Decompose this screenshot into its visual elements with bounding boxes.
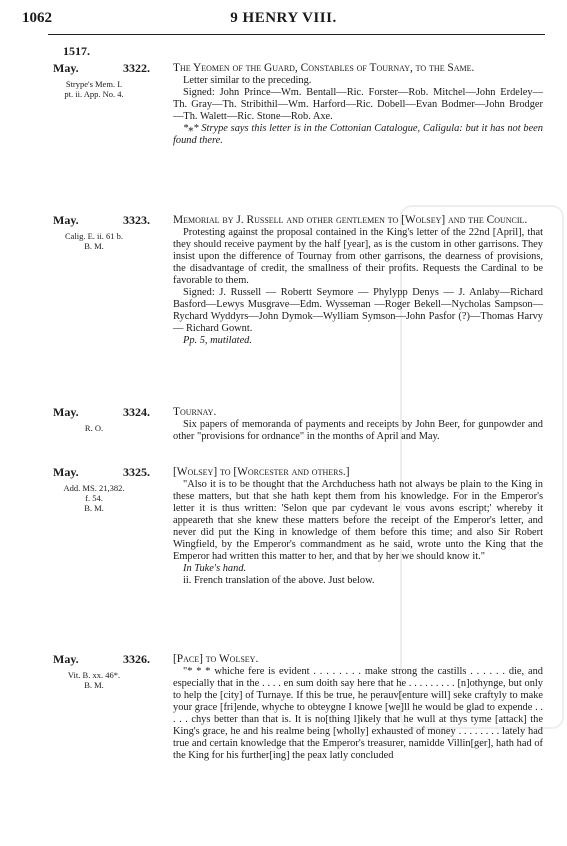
entry-month: May. [53,61,79,75]
entry-note: Pp. 5, mutilated. [183,335,252,346]
entry-number: 3323. [123,213,150,227]
header-rule [48,34,545,35]
entry-body [173,652,543,762]
entry-body [173,61,543,147]
entry-body [173,405,543,443]
entry-note: *⁎* Strype says this letter is in the Cottonian Catalogue, Caligula: but it has not been found there. [173,123,543,146]
page-number: 1062 [22,10,52,26]
entry-source: B. M. [84,680,104,690]
entry-number: 3325. [123,465,150,479]
entry-title: [Wolsey] to [Worcester and others.] [173,466,350,478]
page-header [22,10,545,32]
entry-signatures: Signed: J. Russell — Robertt Seymore — Phylypp Denys — J. Anlaby—Richard Basford—Lewys Musgrave—Edm. Wysseman —Roger Bekell—Nycholas Sampson—Rychard Wyddyrs—John Dymok—Wylliam Symson—John Pasfor (?)—Thomas Harvy— Richard Gownt. [173,287,543,334]
entry-source: B. M. [84,241,104,251]
entry-number: 3322. [123,61,150,75]
entry-source: R. O. [84,423,104,433]
entry-source: B. M. [84,503,104,513]
entry-title: Tournay. [173,406,217,418]
entry-source: f. 54. [85,493,103,503]
entry-source: Strype's Mem. I. [65,79,123,89]
entry-note: In Tuke's hand. [183,563,247,574]
entry-text: ii. French translation of the above. Just below. [183,575,375,586]
entry-month: May. [53,465,79,479]
entry-body [173,465,543,587]
running-title: 9 HENRY VIII. [230,10,337,26]
entry-text: Six papers of memoranda of payments and receipts by John Beer, for gunpowder and other "provisions for ordnance" in the months of April and May. [173,419,543,442]
entry-source: Add. MS. 21,382. [63,483,125,493]
entry-body [173,213,543,347]
entry-signatures: Signed: John Prince—Wm. Bentall—Ric. Forster—Rob. Mitchel—John Erdeley—Th. Gray—Th. Stribithil—Wm. Harford—Ric. Dobell—Evan Bodmer—John Brodger—Th. Walett—Ric. Stone—Rob. Axe. [173,87,543,122]
entry-text: "* * * whiche fere is evident . . . . . . . . make strong the castills . . . . . . die, and especially that in the . . . . en sum doith say here that he . . . . . . . . . [n]othynge, but only to help the [city] of Turnaye. If this be true, he perauv[enture will] seke craftyly to make your grace [fri]ende, whyche to obteygne I knowe [we]ll he would be glad to expende . . . . . chys better than that is. It is no[thing l]ikely that he wull at thys tyme [attack] the King's grace, he and his realme being [wholly] exhausted of money . . . . . . . . lately had true and certain knowledge that the Emperor's treasurer, namidde Villin[ger], hath had of the King for his further[ing] the peax latly concluded [173,666,543,761]
entry-month: May. [53,405,79,419]
entry-title: The Yeomen of the Guard, Constables of Tournay, to the Same. [173,62,475,74]
entry-title: [Pace] to Wolsey. [173,653,259,665]
entry-number: 3324. [123,405,150,419]
year-heading: 1517. [63,44,90,58]
entry-source: Calig. E. ii. 61 b. [64,231,124,241]
entry-number: 3326. [123,652,150,666]
entry-source: Vit. B. xx. 46*. [67,670,121,680]
entry-text: Protesting against the proposal contained in the King's letter of the 22nd [April], that they should receive payment by the half [year], as is the custom in other garrisons. They insist upon the difference of Tournay from other garrisons, the dearness of provisions, the disadvantage of credit, the smallness of their profits. Requests the Cardinal to be favorable to them. [173,227,543,286]
entry-month: May. [53,652,79,666]
entry-title: Memorial by J. Russell and other gentlemen to [Wolsey] and the Council. [173,214,528,226]
entry-source: pt. ii. App. No. 4. [64,89,124,99]
entry-text: "Also it is to be thought that the Archduchess hath not always be plain to the King in these matters, but that she hath kept them from his knowledge. For in the Emperor's letter it is thus written: 'Selon que par cydevant le vous avons escript;' whereby it appeareth that she knew these matters before the receipt of the Emperor's letter, and never did put the King in knowledge of them before this time; and also Sir Robert Wingfield, by the Emperor's commandment as he said, wrote unto the King that the Emperor had written this matter to her, and that by her we should know it." [173,479,543,562]
entry-text: Letter similar to the preceding. [183,75,312,86]
entry-month: May. [53,213,79,227]
